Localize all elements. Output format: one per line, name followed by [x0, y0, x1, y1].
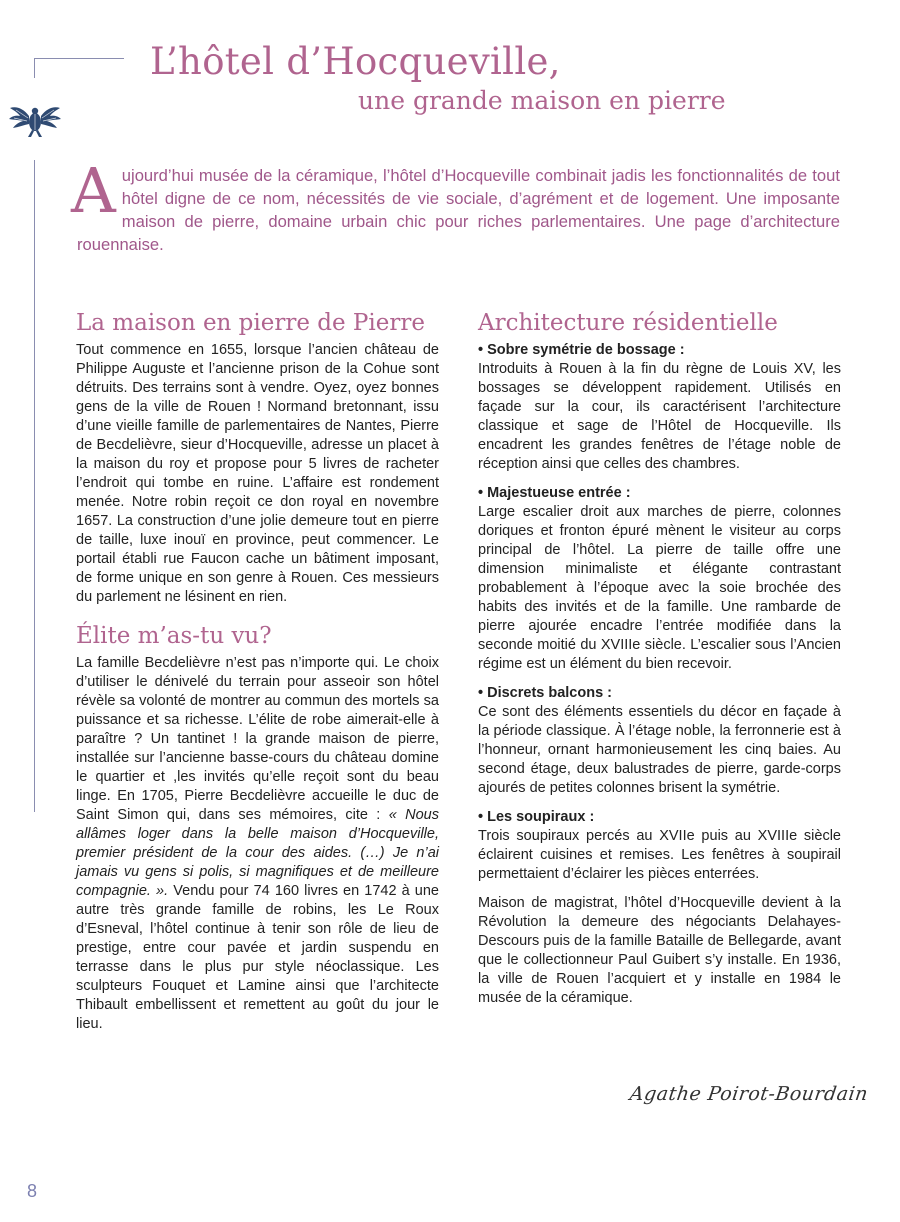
quote: « Nous allâmes loger dans la belle maison d’Hocqueville, premier président de la cour des aides. (…) Je n’ai jamais vu gens si polis, si magnifiques et de meilleure compagnie. ».: [76, 807, 439, 899]
drop-cap: A: [71, 154, 116, 227]
list-item: [478, 341, 841, 474]
top-rule-horizontal: [34, 58, 124, 59]
page-subtitle: une grande maison en pierre: [358, 86, 726, 115]
author-signature: Agathe Poirot-Bourdain: [628, 1083, 870, 1105]
list-item-title: • Les soupiraux :: [478, 809, 595, 825]
intro-text: ujourd’hui musée de la céramique, l’hôtel d’Hocqueville combinait jadis les fonctionnalités de tout hôtel digne de ce nom, nécessités de vie sociale, d’agrément et de logement. Une imposante maison de pierre, domaine urbain chic pour riches parlementaires. Une page d’architecture rouennaise.: [77, 166, 840, 254]
section-text-part: Vendu pour 74 160 livres en 1742 à une autre très grande famille de robins, les Le Roux d’Esneval, l’hôtel continue à tenir son rôle de lieu de prestige, entre cour pavée et jardin suspendu en terrasse dans le plus pur style néoclassique. Les sculpteurs Fouquet et Lamine ainsi que l’architecte Thibault embellissent et remettent au goût du jour le lieu.: [76, 883, 439, 1032]
section-heading: Architecture résidentielle: [478, 310, 778, 336]
page-number: 8: [27, 1181, 38, 1201]
list-item: [478, 808, 841, 884]
list-item-text: Large escalier droit aux marches de pierre, colonnes doriques et fronton épuré mènent le visiteur au corps principal de l’hôtel. La pierre de taille offre une dimension minimaliste et élégante contrastant probablement à l’époque avec la soie brochée des habits des invités et de la famille. Une rambarde de pierre ajourée encadre l’entrée modifiée dans la seconde moitié du XVIIIe siècle. L’escalier sous l’Ancien régime est un élément du bien recevoir.: [478, 504, 841, 672]
section-heading: La maison en pierre de Pierre: [76, 310, 425, 336]
closing-paragraph: Maison de magistrat, l’hôtel d’Hocqueville devient à la Révolution la demeure des négociants Delahayes-Descours puis de la famille Bataille de Bellegarde, avant que le collectionneur Paul Guibert s’y installe. En 1936, la ville de Rouen l’acquiert et y installe en 1984 le musée de la céramique.: [478, 895, 841, 1006]
right-column: [478, 308, 841, 1008]
section-text: Tout commence en 1655, lorsque l’ancien château de Philippe Auguste et l’ancienne prison de la Cohue sont détruits. Des terrains sont à vendre. Oyez, oyez bonnes gens de la ville de Rouen ! Normand bretonnant, issu d’une vieille famille de parlementaires de Nantes, Pierre de Becdelièvre, sieur d’Hocqueville, adresse un placet à la maison du roy et propose pour 5 livres de racheter l’endroit qui tombe en ruine. L’affaire est rondement menée. Notre robin reçoit ce don royal en novembre 1657. La construction d’une jolie demeure tout en pierre de taille, luxe inouï en province, peut commencer. Le portail établi rue Faucon cache un bâtiment imposant, de forme unique en son genre à Rouen. Ces messieurs du parlement ne lésinent en rien.: [76, 342, 439, 605]
top-rule-vertical: [34, 58, 35, 78]
page-title: L’hôtel d’Hocqueville,: [150, 40, 561, 83]
list-item-text: Trois soupiraux percés au XVIIe puis au XVIIIe siècle éclairent cuisines et remises. Les fenêtres à soupirail permettaient d’éclairer les pièces enterrées.: [478, 828, 841, 882]
list-item-title: • Sobre symétrie de bossage :: [478, 342, 685, 358]
intro-paragraph: [71, 154, 840, 256]
list-item-title: • Majestueuse entrée :: [478, 485, 631, 501]
left-column: [76, 308, 439, 1034]
list-item-title: • Discrets balcons :: [478, 685, 613, 701]
list-item-text: Introduits à Rouen à la fin du règne de Louis XV, les bossages se développent rapidement. Utilisés en façade sur la cour, ils caractérisent l’architecture classique et sage de l’Hôtel de Hocqueville. Ils encadrent les grandes fenêtres de l’étage noble de réception ainsi que celles des chambres.: [478, 361, 841, 472]
section-heading: Élite m’as-tu vu?: [76, 623, 272, 649]
left-margin-rule: [34, 160, 35, 812]
section-text-part: La famille Becdelièvre n’est pas n’importe qui. Le choix d’utiliser le dénivelé du terrain pour asseoir son hôtel révèle sa volonté de montrer au commun des mortels sa puissance et sa richesse. L’élite de robe aimerait-elle à paraître ? Un tantinet ! la grande maison de pierre, installée sur l’ancienne basse-cours du château domine le quartier et ,les invités qu’elle reçoit sont du beau linge. En 1705, Pierre Becdelièvre accueille le duc de Saint Simon qui, dans ses mémoires, cite :: [76, 655, 439, 823]
list-item: [478, 484, 841, 674]
scarab-icon: [8, 98, 62, 140]
list-item: [478, 684, 841, 798]
list-item-text: Ce sont des éléments essentiels du décor en façade à la période classique. À l’étage noble, la ferronnerie est à l’honneur, ornant harmonieusement les cinq baies. Au second étage, deux balustrades de pierre, garde-corps ajourés de petites colonnes brisent la symétrie.: [478, 704, 841, 796]
section-text: [76, 654, 439, 1034]
